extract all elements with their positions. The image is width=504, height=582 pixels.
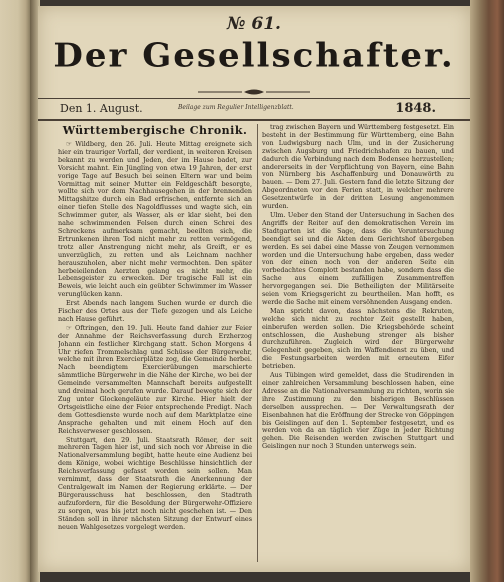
masthead-title: Der Gesellschafter.	[53, 37, 455, 75]
article-paragraph: Stuttgart, den 29. Juli. Staatsrath Römer, der seit mehreren Tagen hier ist, und sich noch vor Abreise in die Nationalversammlung begibt, hatte heute eine Audienz bei dem Könige, wobei wichtige Beschlüsse hinsichtlich der Reichsverfassung gefasst worden sein sollen. Man vernimmt, dass der Staatsrath die Anerkennung der Centralgewalt im Namen der Regierung erklärte. — Der Bürgerausschuss hat beschlossen, den Stadtrath aufzufordern, für die Besoldung der Bürgerwehr-Offiziere zu sorgen, was bis jetzt noch nicht geschehen ist. — Den Ständen soll in ihrer nächsten Sitzung der Entwurf eines neuen Wahlgesetzes vorgelegt werden.	[58, 435, 252, 531]
right-column	[262, 124, 454, 564]
dateline-bar	[38, 98, 470, 121]
article-paragraph: ☞ Oftringen, den 19. Juli. Heute fand dahier zur Feier der Annahme der Reichsverfassung durch Erzherzog Johann ein festlicher Kirchgang statt. Schon Morgens 4 Uhr riefen Trommelschlag und Schüsse der Bürgerwehr, welche mit ihren Exercierplätze zog, die Gemeinde herbei. Nach beendigtem Exercierübungen marschierte sämmtliche Bürgerwehr in die Nähe der Kirche, wo bei der Gemeinde versammelten Mannschaft bereits aufgestellt und dreimal hoch gerufen wurde. Darauf bewegte sich der Zug unter Glockengeläute zur Kirche. Hier hielt der Ortsgeistliche eine der Feier entsprechende Predigt. Nach dem Gottesdienste wurde noch auf dem Marktplatze eine Ansprache gehalten und mit einem Hoch auf den Reichsverweser geschlossen.	[58, 323, 252, 435]
supplement-note: Beilage zum Regulier Intelligenzblatt.	[178, 104, 294, 111]
article-paragraph: trag zwischen Bayern und Württemberg festgesetzt. Ein besteht in der Bestimmung für Württemberg, eine Bahn von Ludwigsburg nach Ulm, und in der Zusicherung zwischen Augsburg und Friedrichshafen zu bauen, und dadurch die Verbindung nach dem Bodensee herzustellen; andererseits in der Verpflichtung von Bayern, eine Bahn von Nürnberg bis Aschaffenburg und Donauwörth zu bauen. — Dem 27. Juli. Gestern fand die letzte Sitzung der Abgeordneten vor den Ferien statt, in welcher mehrere Gesetzentwürfe in der dritten Lesung angenommen wurden.	[262, 124, 454, 211]
article-paragraph: ☞ Wildberg, den 26. Juli. Heute Mittag ereignete sich hier ein trauriger Vorfall, der verdient, in weiteren Kreisen bekannt zu werden und Jeden, der im Hause badet, zur Vorsicht mahnt. Ein Jüngling von etwa 19 Jahren, der erst vorige Tage auf Besuch bei seinen Eltern war und beim Vormittag mit seiner Mutter ein Feldgeschäft besorgte, wollte sich vor dem Nachhausegehen in der brennenden Mittagshitze durch ein Bad erfrischen, entfernte sich an einer tiefen Stelle des Nagoldflusses und wagte sich, ein Schwimmer guter, als Wasser, als er klar sieht, bei den nahe schwimmenden Felsen durch einen Schrei des Schreckens aufmerksam gemacht, beeilten sich, die Ertrunkenen ihren Tod nicht mehr zu retten vermögend, trotz aller Anstrengung nicht mehr, als Greift, er es unverzüglich, zu retten und als Leichnam nachher herauszuholen, aber nicht mehr vermochten. Den später herbeieilenden Aerzten gelang es nicht mehr, die Lebensgeister zu erwecken. Der tragische Fall ist ein Beweis, wie leicht auch ein geübter Schwimmer im Wasser verunglücken kann.	[58, 140, 252, 299]
column-divider	[257, 124, 258, 562]
issue-date: Den 1. August.	[60, 102, 143, 115]
book-cover-edge	[470, 0, 504, 582]
article-paragraph: Aus Tübingen wird gemeldet, dass die Studirenden in einer zahlreichen Versammlung beschlossen haben, eine Adresse an die Nationalversammlung zu richten, worin sie ihre Zustimmung zu den bisherigen Beschlüssen derselben aussprechen. — Der Verwaltungsrath der Eisenbahnen hat die Eröffnung der Strecke von Göppingen bis Geislingen auf den 1. September festgesetzt, und es werden von da an täglich vier Züge in jeder Richtung gehen. Die Reisenden werden zwischen Stuttgart und Geislingen nur noch 3 Stunden unterwegs sein.	[262, 371, 454, 451]
issue-number: № 61.	[227, 14, 281, 34]
article-paragraph: Ulm. Ueber den Stand der Untersuchung in Sachen des Angriffs der Reiter auf den demokratischen Verein im Stadtgarten ist die Sage, dass die Voruntersuchung beendigt sei und die Akten dem Gerichtshof übergeben werden. Es sei dabei eine Masse von Zeugen vernommen worden und die Untersuchung habe ergeben, dass weder von der einen noch von der anderen Seite ein vorbedachtes Complott bestanden habe, sondern dass die Sache aus einem zufälligen Zusammentreffen hervorgegangen sei. Die Betheiligten der Militärseite seien vom Kriegsgericht zu beurtheilen. Man hofft, es werde die Sache mit einem versöhnenden Ausgang enden.	[262, 210, 454, 306]
left-column	[58, 124, 252, 564]
article-paragraph: Man spricht davon, dass nächstens die Rekruten, welche sich nicht zu rechter Zeit gestellt haben, einberufen werden sollen. Die Kriegsbehörde scheint entschlossen, die Aushebung strenger als bisher durchzuführen. Zugleich wird der Bürgerwehr Gelegenheit gegeben, sich im Waffendienst zu üben, und die Festungsarbeiten werden mit erneutem Eifer betrieben.	[262, 306, 454, 371]
ornament-rule-icon	[198, 88, 310, 96]
article-paragraph: Erst Abends nach langem Suchen wurde er durch die Fischer des Ortes aus der Tiefe gezogen und als Leiche nach Hause geführt.	[58, 299, 252, 323]
section-title: Württembergische Chronik.	[62, 124, 248, 137]
adjacent-page-edge	[0, 0, 30, 582]
issue-year: 1848.	[395, 101, 436, 116]
newspaper-page	[38, 6, 470, 572]
